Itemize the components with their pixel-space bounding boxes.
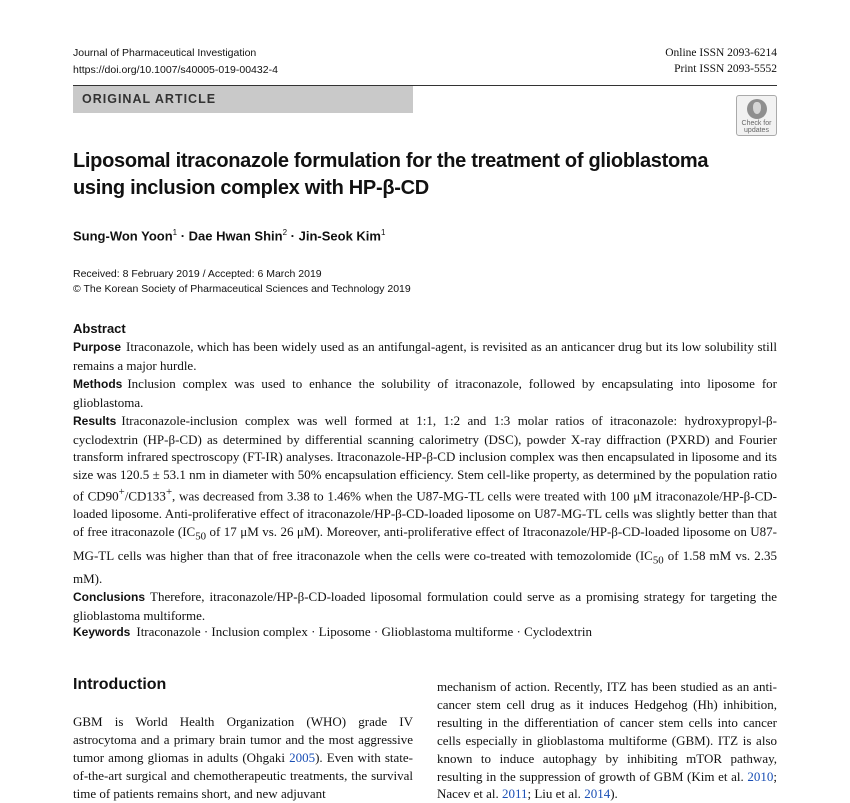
article-title-line-2: using inclusion complex with HP-β-CD <box>73 177 429 199</box>
intro-text: mechanism of action. Recently, ITZ has been studied as an anti-cancer stem cell drug as it induces Hedgehog (Hh) inhibition, resulting in the differentiation of cancer stem cells into cancer cells especially in glioblastoma multiforme (GBM). ITZ is also known to induce autophagy by inhibiting mTOR pathway, resulting in the suppression of growth of GBM (Kim et al. <box>437 679 777 784</box>
intro-text: ). Even with state-of-the-art surgical and chemotherapeutic treatments, the survival time of patients remains short, and new adjuvant <box>73 749 413 801</box>
author-name[interactable]: Jin-Seok Kim <box>298 228 381 244</box>
results-superscript: + <box>118 486 125 499</box>
journal-header-left <box>73 45 278 79</box>
author-name[interactable]: Sung-Won Yoon <box>73 228 173 244</box>
introduction-left-column <box>73 713 413 803</box>
intro-text: ). <box>610 786 618 802</box>
results-text: Itraconazole-inclusion complex was well formed at 1:1, 1:2 and 1:3 molar ratios of itraconazole: hydroxypropyl-β-cyclodextrin (HP-β-CD) as determined by differential scanning calorimetry (DSC), powder X-ray diffraction (PXRD) and Fourier transform infrared spectroscopy (FT-IR) analyses. Itraconazole-HP-β-CD inclusion complex was then encapsulated in liposome and its size was 120.5 ± 53.1 nm in diameter with 50% encapsulation efficiency. Stem cell-like property, as determined by the population ratio of CD90 <box>73 412 777 504</box>
results-subscript: 50 <box>195 530 207 543</box>
citation-link[interactable]: 2005 <box>289 749 316 765</box>
results-text: /CD133 <box>124 488 166 504</box>
intro-text: ; Nacev et al. <box>437 768 777 802</box>
abstract-methods <box>73 375 777 412</box>
author-name[interactable]: Dae Hwan Shin <box>188 228 283 244</box>
author-affiliation: 1 <box>172 228 178 237</box>
citation-link[interactable]: 2014 <box>584 786 611 802</box>
author-affiliation: 1 <box>380 228 386 237</box>
keywords-section <box>73 623 777 641</box>
check-for-updates-label: Check for updates <box>741 120 772 134</box>
keywords-text: Itraconazole · Inclusion complex · Liposome · Glioblastoma multiforme · Cyclodextrin <box>136 624 592 639</box>
intro-text: ; Liu et al. <box>527 786 585 802</box>
abstract-results <box>73 412 777 589</box>
check-for-updates-badge-icon[interactable] <box>736 95 777 136</box>
author-separator: · <box>177 228 189 244</box>
results-superscript: + <box>165 486 173 499</box>
abstract-purpose <box>73 338 777 375</box>
author-list <box>73 224 385 245</box>
author-affiliation: 2 <box>282 228 288 237</box>
intro-text: GBM is World Health Organization (WHO) grade IV astrocytoma and a primary brain tumor and the most aggressive tumor among gliomas in adults (Ohgaki <box>73 714 413 765</box>
conclusions-text: Therefore, itraconazole/HP-β-CD-loaded liposomal formulation could serve as a promising strategy for targeting the glioblastoma multiforme. <box>73 589 777 624</box>
introduction-right-column <box>437 678 777 803</box>
abstract-section <box>73 320 777 625</box>
abstract-heading: Abstract <box>73 321 126 336</box>
introduction-heading: Introduction <box>73 676 167 693</box>
online-issn: Online ISSN 2093-6214 <box>665 47 777 59</box>
copyright-notice: © The Korean Society of Pharmaceutical Sciences and Technology 2019 <box>73 283 411 295</box>
article-dates <box>73 267 411 297</box>
article-type-banner: ORIGINAL ARTICLE <box>73 86 413 113</box>
article-title-line-1: Liposomal itraconazole formulation for the treatment of glioblastoma <box>73 150 709 172</box>
citation-link[interactable]: 2010 <box>747 768 774 784</box>
journal-header-right <box>665 45 777 77</box>
doi-link[interactable]: https://doi.org/10.1007/s40005-019-00432-4 <box>73 64 278 76</box>
abstract-conclusions <box>73 588 777 625</box>
results-subscript: 50 <box>652 554 664 567</box>
results-label: Results <box>73 413 117 428</box>
results-text: of 1.58 mM vs. 2.35 mM). <box>73 547 777 587</box>
results-text: , was decreased from 3.38 to 1.46% when the U87-MG-TL cells were treated with 100 μM itraconazole/HP-β-CD-loaded liposome. Anti-proliferative effect of itraconazole/HP-β-CD-loaded liposome on U87-MG-TL cells was slightly better than that of free itraconazole (IC <box>73 488 778 540</box>
results-text: of 17 μM vs. 26 μM). Moreover, anti-proliferative effect of Itraconazole/HP-β-CD-loaded liposome on U87-MG-TL cells was higher than that of free itraconazole when the cells were co-treated with temozolomide (IC <box>73 524 777 563</box>
author-separator: · <box>287 228 299 244</box>
citation-link[interactable]: 2011 <box>501 786 528 802</box>
methods-text: Inclusion complex was used to enhance the solubility of itraconazole, followed by encapsulating into liposome for glioblastoma. <box>73 375 777 410</box>
article-title <box>73 148 773 202</box>
purpose-label: Purpose <box>73 340 122 354</box>
keywords-label: Keywords <box>73 625 131 639</box>
journal-name: Journal of Pharmaceutical Investigation <box>73 47 257 59</box>
methods-label: Methods <box>73 376 123 391</box>
conclusions-label: Conclusions <box>73 590 146 605</box>
print-issn: Print ISSN 2093-5552 <box>674 63 777 75</box>
update-badge-icon <box>747 99 767 119</box>
received-accepted-dates: Received: 8 February 2019 / Accepted: 6 March 2019 <box>73 268 322 280</box>
purpose-text: Itraconazole, which has been widely used as an antifungal-agent, is revisited as an anticancer drug but its low solubility still remains a major hurdle. <box>73 339 777 373</box>
